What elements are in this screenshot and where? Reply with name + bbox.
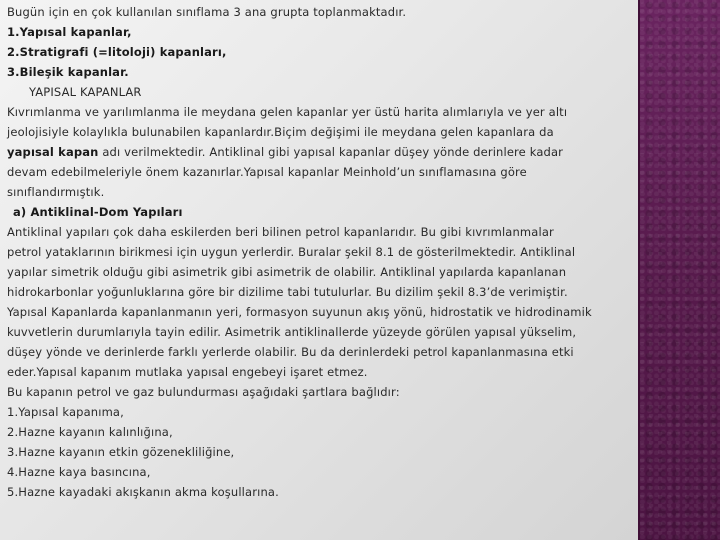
paragraph-line: petrol yataklarının birikmesi için uygun yerlerdir. Buralar şekil 8.1 de gösterilmektedir. Antiklinal [7, 245, 576, 259]
decorative-side-panel [640, 0, 720, 540]
list-item: 4.Hazne kaya basıncına, [7, 465, 151, 479]
paragraph-line: Antiklinal yapıları çok daha eskilerden beri bilinen petrol kapanlarıdır. Bu gibi kıvrımlanmalar [7, 225, 554, 239]
subsection-heading: a) Antiklinal-Dom Yapıları [13, 205, 183, 219]
paragraph-line: düşey yönde ve derinlerde farklı yerlerde olabilir. Bu da derinlerdeki petrol kapanlanmasına etki [7, 345, 574, 359]
emphasis-term: yapısal kapan [7, 145, 99, 159]
list-item: 1.Yapısal kapanıma, [7, 405, 124, 419]
paragraph-line [7, 142, 635, 162]
list-item-stratigraphic: 2.Stratigrafi (=litoloji) kapanları, [7, 45, 227, 59]
paragraph-line: eder.Yapısal kapanım mutlaka yapısal engebeyi işaret etmez. [7, 365, 368, 379]
paragraph-line: yapılar simetrik olduğu gibi asimetrik gibi asimetrik de olabilir. Antiklinal yapılarda kapanlanan [7, 265, 567, 279]
paragraph-line: Yapısal Kapanlarda kapanlanmanın yeri, formasyon suyunun akış yönü, hidrostatik ve hidrodinamik [7, 305, 592, 319]
paragraph-line: devam edebilmeleriyle önem kazanırlar.Yapısal kapanlar Meinhold’un sınıflamasına göre [7, 165, 527, 179]
paragraph-line: sınıflandırmıştık. [7, 185, 105, 199]
paragraph-line: kuvvetlerin durumlarıyla tayin edilir. Asimetrik antiklinallerde yüzeyde görülen yapısal yükselim, [7, 325, 577, 339]
paragraph-line: jeolojisiyle kolaylıkla bulunabilen kapanlardır.Biçim değişimi ile meydana gelen kapanlara da [7, 125, 554, 139]
list-item: 2.Hazne kayanın kalınlığına, [7, 425, 173, 439]
paragraph-line: hidrokarbonlar yoğunluklarına göre bir dizilime tabi tutulurlar. Bu dizilim şekil 8.3’de verimiştir. [7, 285, 568, 299]
list-item: 3.Hazne kayanın etkin gözenekliliğine, [7, 445, 235, 459]
paragraph-line: Bu kapanın petrol ve gaz bulundurması aşağıdaki şartlara bağlıdır: [7, 385, 400, 399]
paragraph-line: Kıvrımlanma ve yarılımlanma ile meydana gelen kapanlar yer üstü harita alımlarıyla ve yer altı [7, 105, 568, 119]
list-item-combined: 3.Bileşik kapanlar. [7, 65, 129, 79]
section-heading: YAPISAL KAPANLAR [29, 85, 142, 99]
list-item: 5.Hazne kayadaki akışkanın akma koşullarına. [7, 485, 279, 499]
list-item-structural: 1.Yapısal kapanlar, [7, 25, 132, 39]
slide-text-body [7, 2, 635, 502]
paragraph-text: adı verilmektedir. Antiklinal gibi yapısal kapanlar düşey yönde derinlere kadar [98, 145, 564, 159]
intro-line: Bugün için en çok kullanılan sınıflama 3 ana grupta toplanmaktadır. [7, 5, 407, 19]
